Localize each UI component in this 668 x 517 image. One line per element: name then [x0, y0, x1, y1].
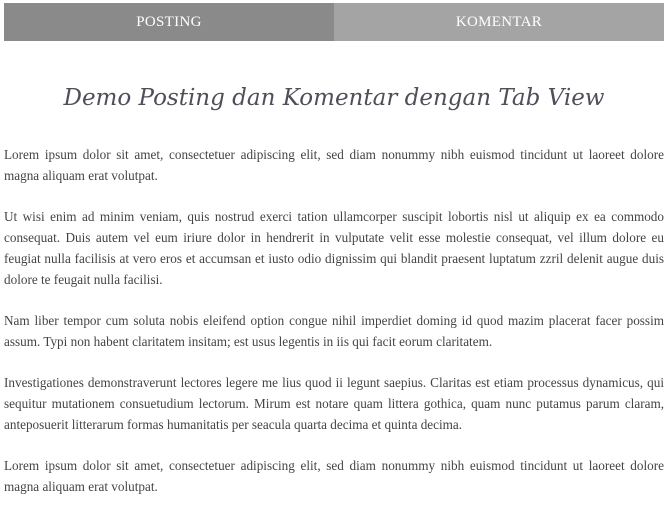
tab-komentar[interactable] — [334, 3, 664, 41]
post-paragraph: Nam liber tempor cum soluta nobis eleifend option congue nihil imperdiet doming id quod mazim placerat facer possim assum. Typi non habent claritatem insitam; est usus legentis in iis qui facit eorum claritatem. — [4, 313, 664, 349]
tab-posting-label: POSTING — [136, 13, 202, 30]
tab-komentar-label: KOMENTAR — [455, 13, 543, 30]
tab-posting[interactable] — [4, 3, 334, 41]
post-paragraph: Investigationes demonstraverunt lectores legere me lius quod ii legunt saepius. Claritas est etiam processus dynamicus, qui sequitur mutationem consuetudium lectorum. Mirum est notare quam littera gothica, quam nunc putamus parum claram, anteposuerit litterarum formas humanitatis per seacula quarta decima et quinta decima. — [4, 375, 664, 432]
post-paragraph: Lorem ipsum dolor sit amet, consectetuer adipiscing elit, sed diam nonummy nibh euismod tincidunt ut laoreet dolore magna aliquam erat volutpat. — [4, 458, 664, 494]
post-body — [4, 144, 664, 517]
post-paragraph: Ut wisi enim ad minim veniam, quis nostrud exerci tation ullamcorper suscipit lobortis nisl ut aliquip ex ea commodo consequat. Duis autem vel eum iriure dolor in hendrerit in vulputate velit esse molestie consequat, vel illum dolore eu feugiat nulla facilisis at vero eros et accumsan et iusto odio dignissim qui blandit praesent luptatum zzril delenit augue duis dolore te feugait nulla facilisi. — [4, 209, 664, 287]
post-paragraph: Lorem ipsum dolor sit amet, consectetuer adipiscing elit, sed diam nonummy nibh euismod tincidunt ut laoreet dolore magna aliquam erat volutpat. — [4, 147, 664, 183]
tab-bar — [4, 3, 664, 41]
post-title: Demo Posting dan Komentar dengan Tab View — [63, 85, 605, 111]
